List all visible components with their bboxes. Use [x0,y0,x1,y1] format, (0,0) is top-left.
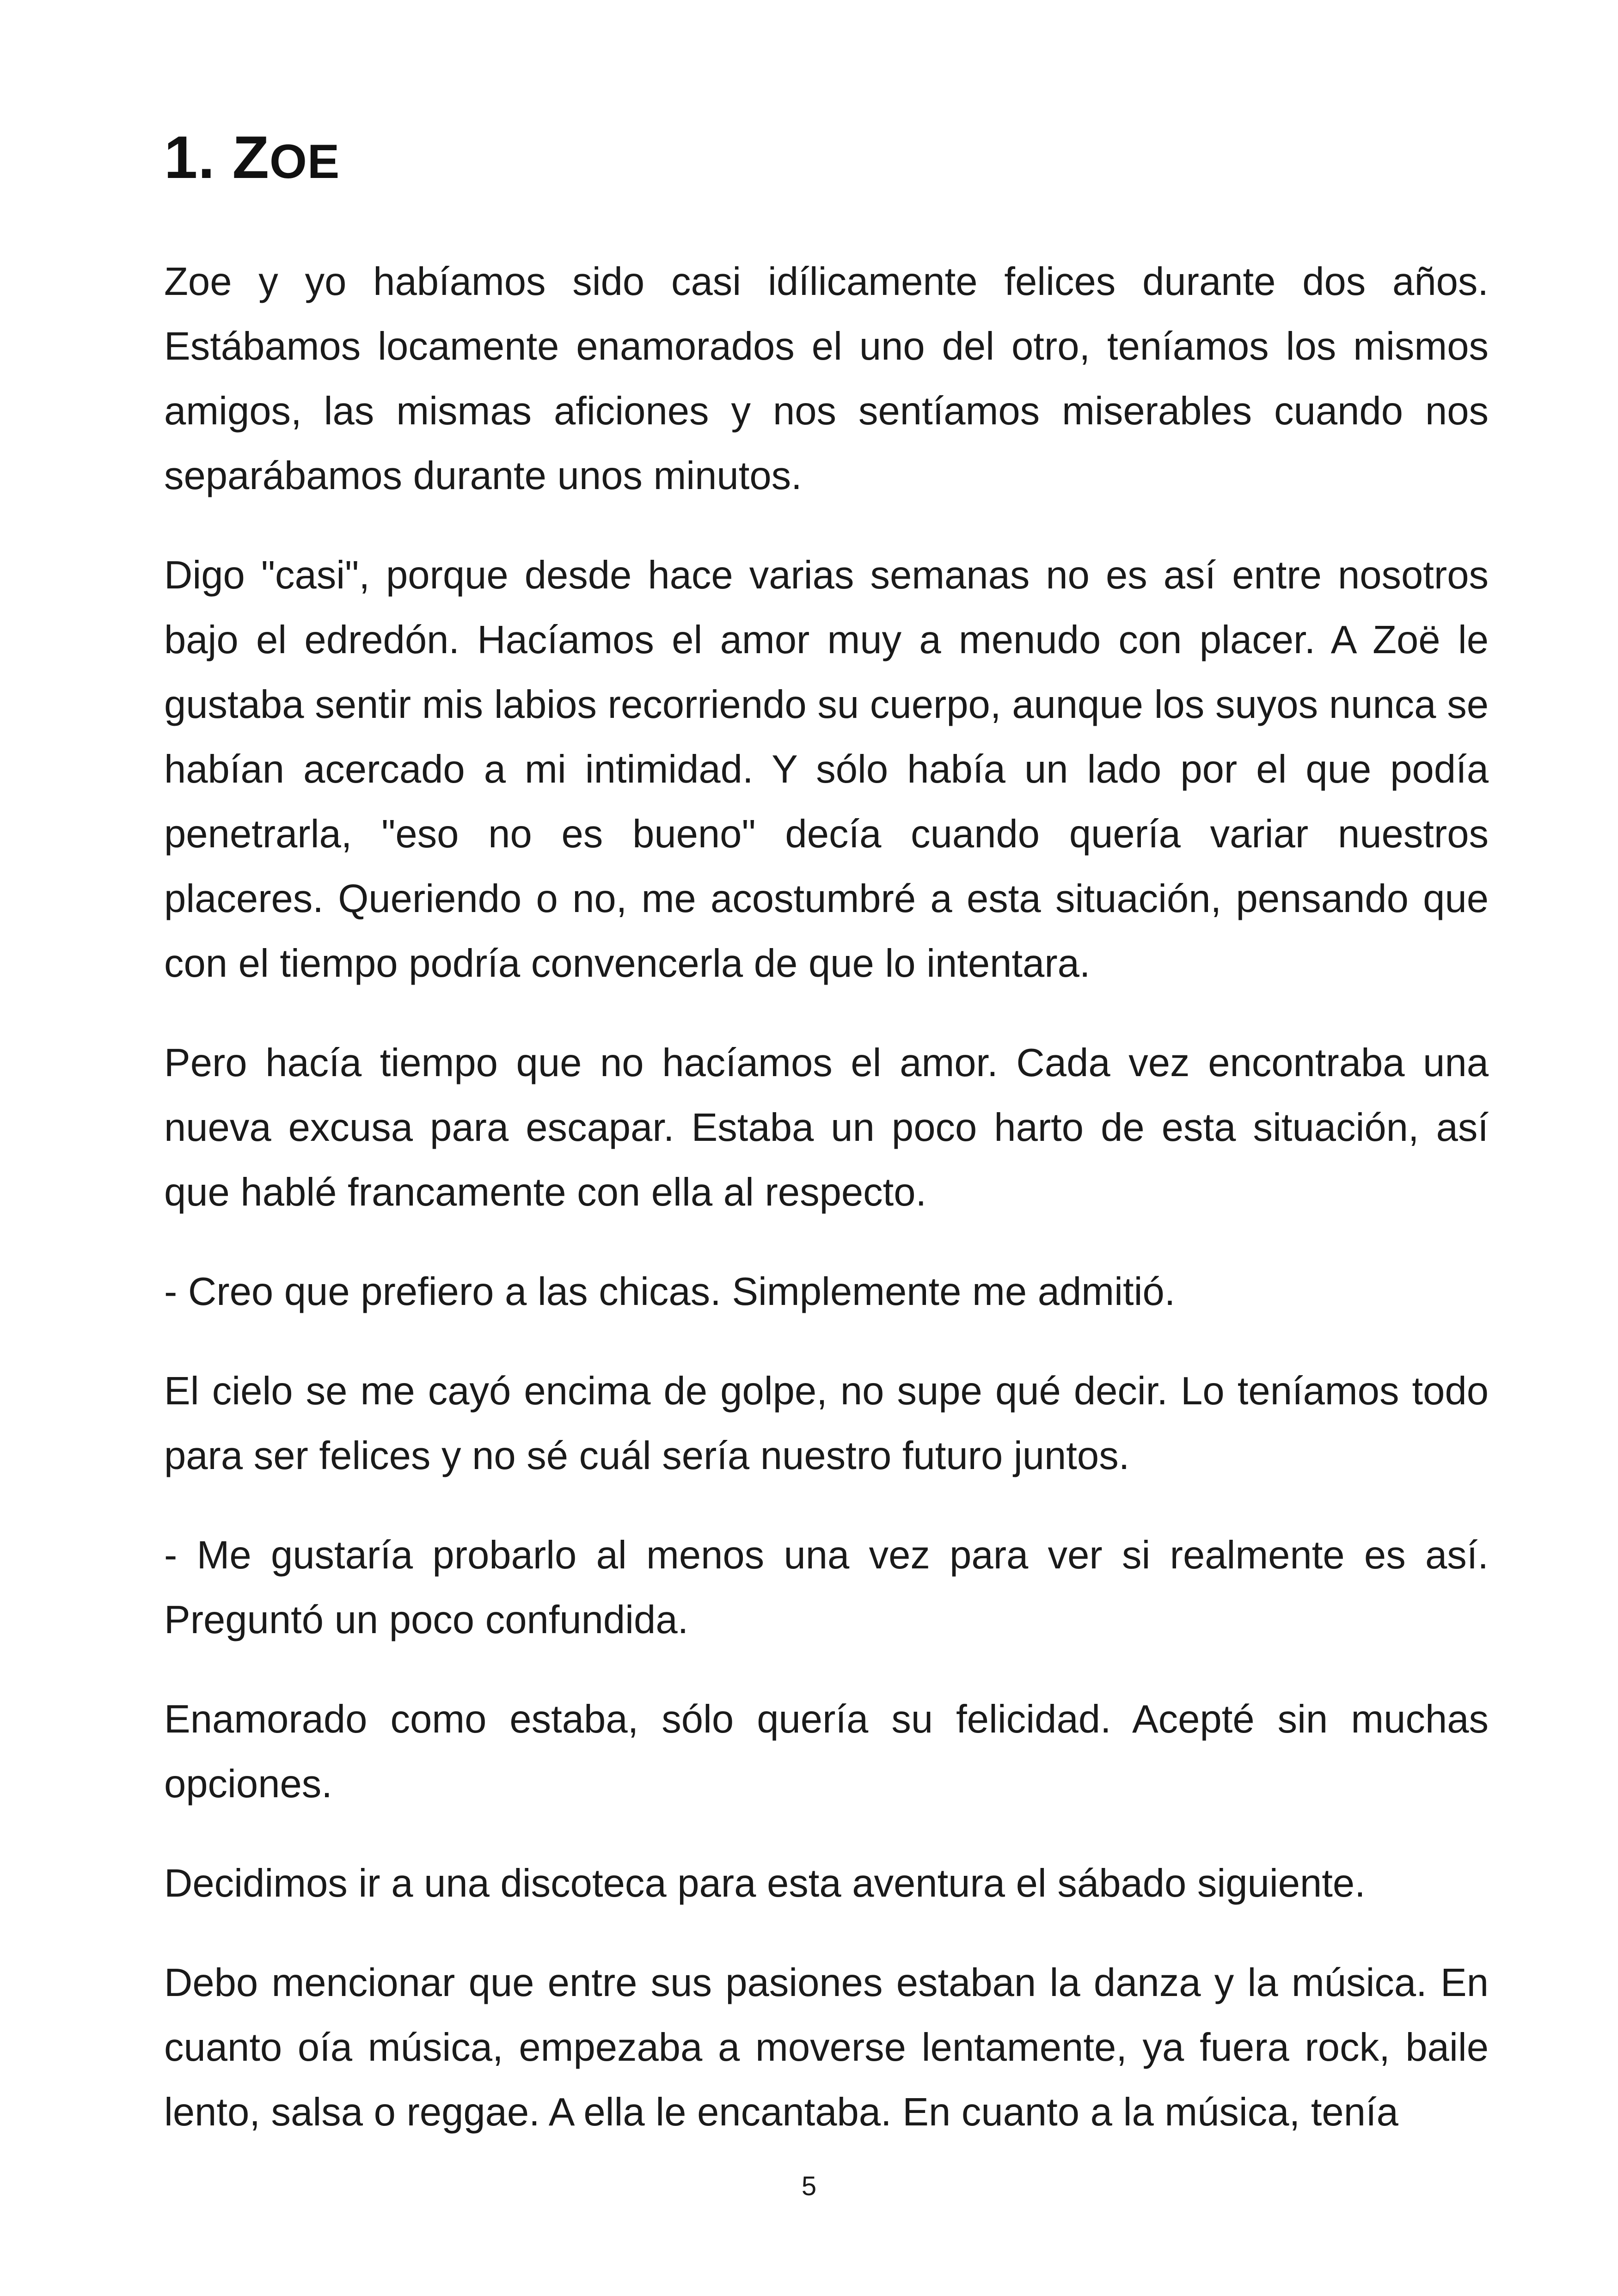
paragraph-1: Zoe y yo habíamos sido casi idílicamente felices durante dos años. Estábamos locamente enamorados el uno del otro, teníamos los mismos amigos, las mismas aficiones y nos sentíamos miserables cuando nos separábamos durante unos minutos. [164,260,1489,498]
paragraph-6: - Me gustaría probarlo al menos una vez para ver si realmente es así. Preguntó un poco confundida. [164,1533,1489,1642]
paragraph-8: Decidimos ir a una discoteca para esta aventura el sábado siguiente. [164,1861,1366,1905]
paragraph-2: Digo "casi", porque desde hace varias semanas no es así entre nosotros bajo el edredón. Hacíamos el amor muy a menudo con placer. A Zoë le gustaba sentir mis labios recorriendo su cuerpo, aunque los suyos nunca se habían acercado a mi intimidad. Y sólo había un lado por el que podía penetrarla, "eso no es bueno" decía cuando quería variar nuestros placeres. Queriendo o no, me acostumbré a esta situación, pensando que con el tiempo podría convencerla de que lo intentara. [164,553,1489,986]
paragraph-4: - Creo que prefiero a las chicas. Simplemente me admitió. [164,1270,1176,1314]
paragraph-5: El cielo se me cayó encima de golpe, no supe qué decir. Lo teníamos todo para ser felices y no sé cuál sería nuestro futuro juntos. [164,1369,1489,1478]
chapter-title-rest: OE [269,135,340,189]
paragraph-9: Debo mencionar que entre sus pasiones estaban la danza y la música. En cuanto oía música, empezaba a moverse lentamente, ya fuera rock, baile lento, salsa o reggae. A ella le encantaba. En cuanto a la música, tenía [164,1961,1489,2134]
page-number: 5 [801,2171,817,2201]
body-text [164,250,1489,2180]
chapter-number: 1. [164,123,233,191]
chapter-title [164,116,340,203]
paragraph-3: Pero hacía tiempo que no hacíamos el amor. Cada vez encontraba una nueva excusa para escapar. Estaba un poco harto de esta situación, así que hablé francamente con ella al respecto. [164,1041,1489,1214]
chapter-title-initial: Z [232,123,270,191]
paragraph-7: Enamorado como estaba, sólo quería su felicidad. Acepté sin muchas opciones. [164,1697,1489,1806]
